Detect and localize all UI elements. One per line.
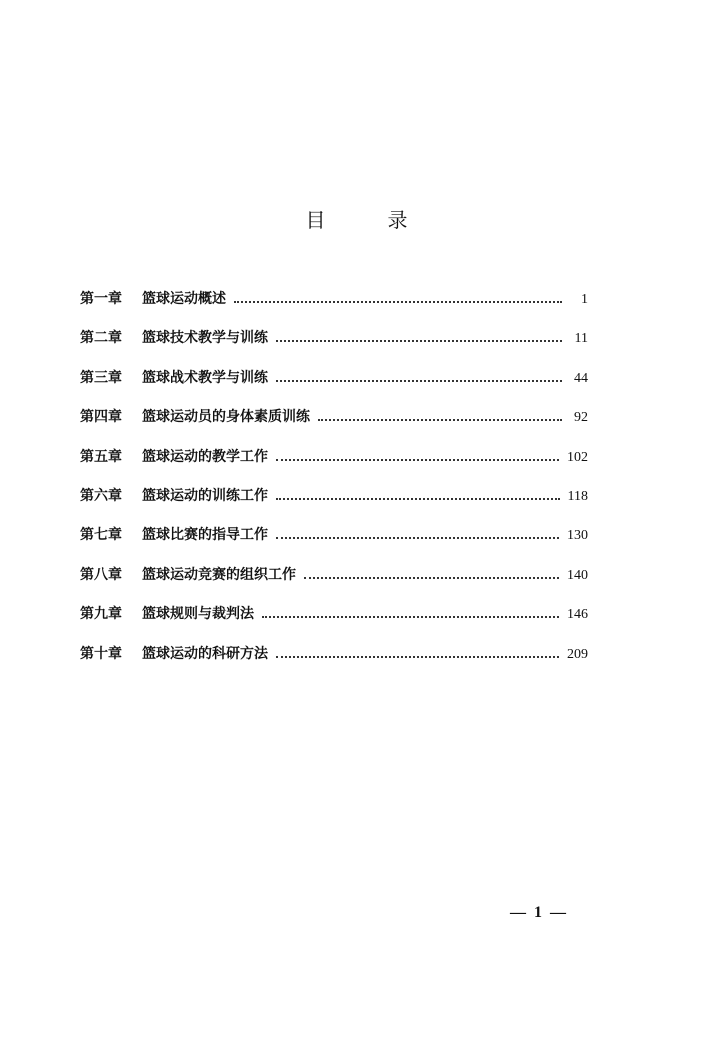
chapter-number: 第九章 (80, 606, 122, 623)
dot-leader (304, 576, 559, 579)
toc-entry (80, 367, 588, 406)
chapter-title: 篮球技术教学与训练 (142, 330, 268, 347)
dot-leader (276, 339, 562, 342)
toc-entry (80, 643, 588, 682)
page-number: 11 (574, 331, 588, 347)
dot-leader (276, 497, 560, 500)
page-number: 92 (574, 410, 588, 426)
page-number: 1 (581, 292, 588, 307)
chapter-number: 第七章 (80, 527, 122, 544)
chapter-title: 篮球运动员的身体素质训练 (142, 409, 310, 426)
page-number: 118 (567, 488, 588, 504)
title-char-2: 录 (387, 208, 408, 232)
chapter-title: 篮球运动的教学工作 (142, 448, 268, 465)
toc-entry (80, 406, 588, 445)
dot-leader (276, 379, 562, 382)
title-char-1: 目 (305, 208, 326, 232)
chapter-number: 第二章 (80, 330, 122, 347)
chapter-title: 篮球运动的科研方法 (142, 645, 268, 662)
dot-leader (262, 615, 559, 618)
chapter-title: 篮球运动竞赛的组织工作 (142, 566, 296, 583)
chapter-number: 第十章 (80, 645, 122, 662)
dot-leader (276, 536, 559, 539)
chapter-number: 第四章 (80, 409, 122, 426)
chapter-number: 第三章 (80, 369, 122, 386)
dot-leader (318, 418, 562, 421)
toc-entry (80, 524, 588, 563)
table-of-contents (80, 288, 588, 682)
page-number: 140 (567, 567, 588, 583)
page-number: 102 (567, 449, 588, 465)
toc-entry (80, 288, 588, 327)
dot-leader (276, 458, 559, 461)
footer-page-marker: — 1 — (510, 904, 568, 921)
chapter-number: 第一章 (80, 291, 122, 307)
chapter-number: 第六章 (80, 487, 122, 504)
chapter-title: 篮球运动的训练工作 (142, 487, 268, 504)
page-number: 209 (567, 646, 588, 662)
toc-entry (80, 485, 588, 524)
page-number: 146 (567, 607, 588, 623)
chapter-title: 篮球战术教学与训练 (142, 369, 268, 386)
chapter-title: 篮球规则与裁判法 (142, 606, 254, 623)
toc-entry (80, 327, 588, 366)
chapter-number: 第五章 (80, 448, 122, 465)
dot-leader (234, 300, 562, 303)
dot-leader (276, 655, 559, 658)
toc-entry (80, 446, 588, 485)
page-title (0, 204, 713, 233)
page-number: 44 (574, 370, 588, 386)
toc-entry (80, 564, 588, 603)
chapter-number: 第八章 (80, 566, 122, 583)
chapter-title: 篮球比赛的指导工作 (142, 527, 268, 544)
page-number: 130 (567, 528, 588, 544)
chapter-title: 篮球运动概述 (142, 291, 226, 307)
toc-entry (80, 603, 588, 642)
